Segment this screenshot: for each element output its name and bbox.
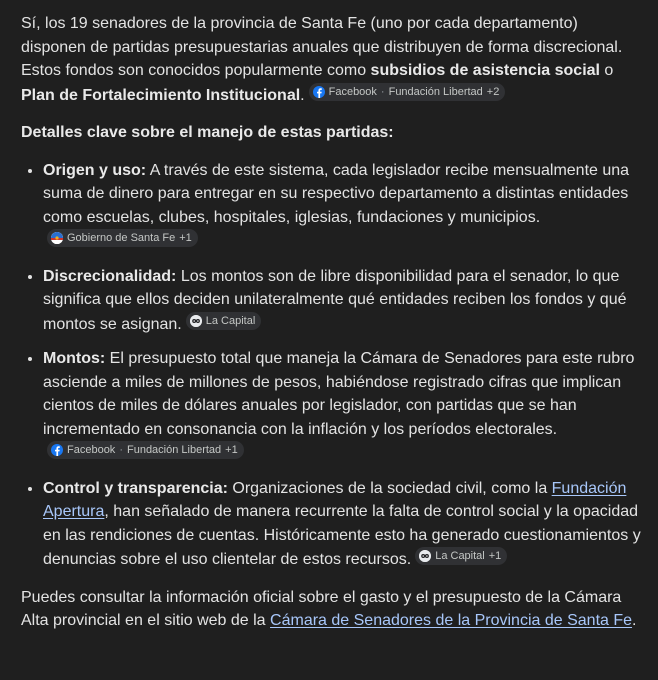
- list-item-text-after: , han señalado de manera recurrente la falta de control social y la opacidad en las rendiciones de cuentas. Históricamente esto ha generado cuestionamientos y denuncias sobre el uso clientelar de estos recursos.: [43, 503, 641, 568]
- la-capital-icon: [419, 550, 431, 562]
- chip-source-la-capital: La Capital: [205, 314, 256, 327]
- list-item-control: [43, 477, 641, 572]
- closing-text-2: .: [632, 612, 637, 629]
- chip-source-facebook: Facebook: [67, 444, 116, 456]
- chip-source-gobierno: Gobierno de Santa Fe: [67, 232, 176, 244]
- intro-bold-subsidios: subsidios de asistencia social: [370, 62, 600, 79]
- intro-paragraph: [21, 12, 641, 107]
- list-item-title: Discrecionalidad:: [43, 267, 177, 285]
- list-item-montos: [43, 347, 641, 466]
- closing-text-1: Puedes consultar la información oficial sobre el gasto y el presupuesto de la Cámara Alta provincial en el sitio web de la: [21, 588, 622, 629]
- source-chip-control[interactable]: [415, 547, 507, 565]
- list-item-discrecionalidad: [43, 265, 641, 337]
- source-chip-montos[interactable]: [47, 441, 244, 459]
- closing-paragraph: [21, 586, 641, 633]
- intro-text-2: o: [599, 62, 614, 79]
- section-heading: [21, 121, 641, 145]
- camara-senadores-link[interactable]: Cámara de Senadores de la Provincia de Santa Fe: [270, 612, 633, 629]
- facebook-icon: [51, 444, 63, 456]
- fundacion-apertura-link[interactable]: Fundación Apertura: [43, 479, 627, 520]
- section-heading-text: Detalles clave sobre el manejo de estas partidas:: [21, 124, 394, 141]
- chip-separator: ·: [119, 444, 123, 456]
- list-item-title: Montos:: [43, 350, 106, 367]
- source-chip-intro[interactable]: [309, 83, 506, 101]
- intro-bold-plan: Plan de Fortalecimiento Institucional: [21, 86, 301, 104]
- chip-source-fundacion: Fundación Libertad: [388, 85, 483, 98]
- gobierno-santa-fe-icon: [51, 232, 63, 244]
- list-item-text-before: Organizaciones de la sociedad civil, como la: [227, 479, 552, 497]
- chip-source-fundacion: Fundación Libertad: [126, 444, 222, 456]
- list-item-text: A través de este sistema, cada legislador recibe mensualmente una suma de dinero para entregar en su respectivo departamento a distintas entidades como escuelas, clubes, hospitales, iglesias, fundaciones y municipios.: [43, 161, 630, 226]
- source-chip-discrecionalidad[interactable]: [186, 312, 262, 330]
- facebook-icon: [313, 86, 325, 98]
- list-item-text: Los montos son de libre disponibilidad para el senador, lo que significa que ellos deciden unilateralmente qué entidades reciben los fondos y qué montos se asignan.: [43, 267, 627, 333]
- chip-count: +1: [488, 550, 502, 562]
- chip-source-facebook: Facebook: [328, 85, 377, 98]
- chip-count: +1: [179, 232, 192, 244]
- intro-text-3: .: [300, 86, 305, 104]
- chip-source-la-capital: La Capital: [435, 550, 485, 562]
- list-item-text: El presupuesto total que maneja la Cámara de Senadores para este rubro asciende a miles de millones de pesos, habiéndose registrado cifras que implican cientos de miles de dólares anuales por legislador, con partidas que se han incrementado en consonancia con la inflación y los períodos electorales.: [43, 350, 635, 438]
- la-capital-icon: [190, 315, 202, 327]
- chip-count: +2: [486, 85, 500, 98]
- intro-text-1: Sí, los 19 senadores de la provincia de Santa Fe (uno por cada departamento) disponen de partidas presupuestarias anuales que distribuyen de forma discrecional. Estos fondos son conocidos popularmente como: [21, 15, 623, 79]
- response-content: [21, 12, 641, 633]
- list-item-title: Control y transparencia:: [43, 479, 228, 497]
- list-item-title: Origen y uso:: [43, 161, 147, 179]
- list-item-origen: [43, 159, 641, 254]
- chip-separator: ·: [380, 85, 385, 98]
- details-list: [21, 159, 641, 572]
- chip-count: +1: [225, 444, 238, 456]
- source-chip-origen[interactable]: [47, 229, 198, 247]
